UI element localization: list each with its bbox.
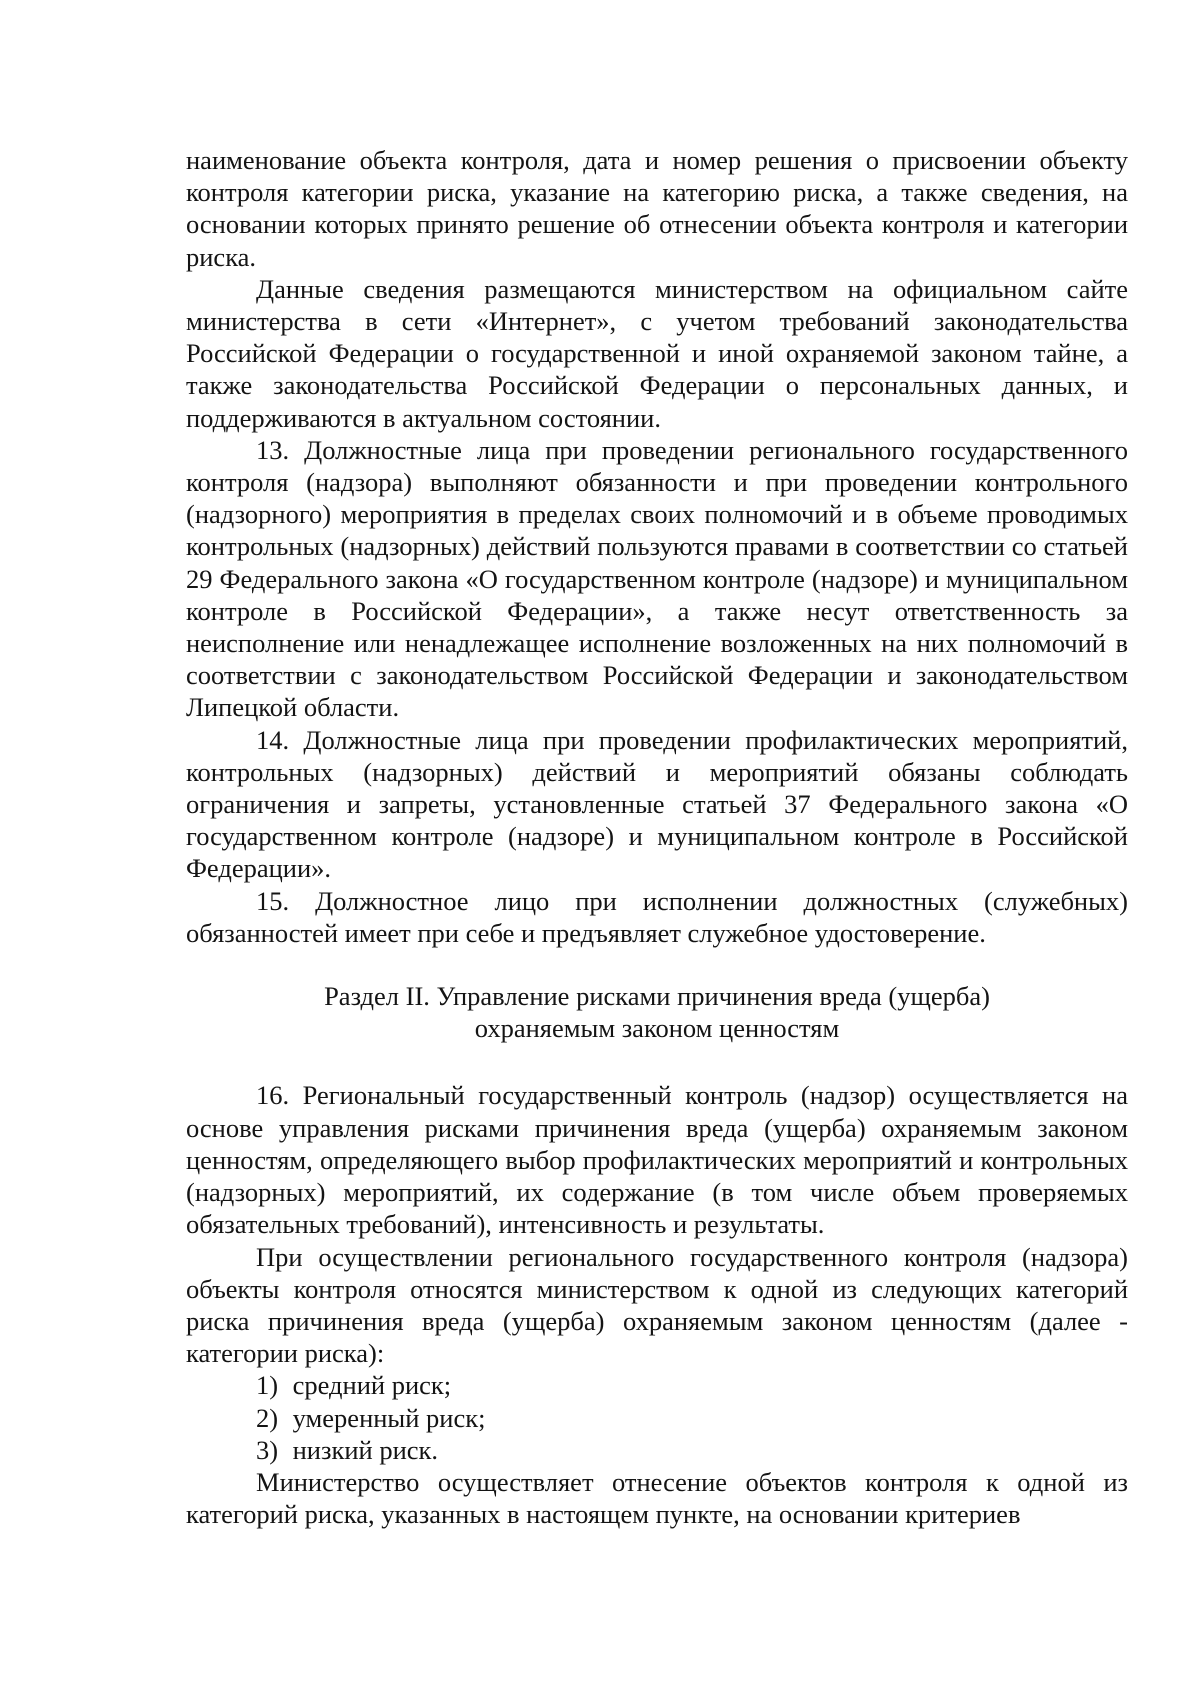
paragraph-risk-categories-intro: При осуществлении регионального государственного контроля (надзора) объекты контроля относятся министерством к одной из следующих категорий риска причинения вреда (ущерба) охраняемым законом ценностям (далее - категории риска): [186, 1241, 1128, 1369]
list-item-text: умеренный риск; [292, 1402, 486, 1433]
list-item-number: 1) [256, 1370, 279, 1401]
list-item [186, 1369, 1128, 1401]
paragraph-13-officials-rights: 13. Должностные лица при проведении регионального государственного контроля (надзора) выполняют обязанности и при проведении контрольного (надзорного) мероприятия в пределах своих полномочий и в объеме проводимых контрольных (надзорных) действий пользуются правами в соответствии со статьей 29 Федерального закона «О государственном контроле (надзоре) и муниципальном контроле в Российской Федерации», а также несут ответственность за неисполнение или ненадлежащее исполнение возложенных на них полномочий в соответствии с законодательством Российской Федерации и законодательством Липецкой области. [186, 434, 1128, 723]
list-item-text: низкий риск. [292, 1434, 439, 1465]
paragraph-publication: Данные сведения размещаются министерством на официальном сайте министерства в сети «Интернет», с учетом требований законодательства Российской Федерации о государственной и иной охраняемой законом тайне, а также законодательства Российской Федерации о персональных данных, и поддерживаются в актуальном состоянии. [186, 273, 1128, 433]
section-heading-line-1: Раздел II. Управление рисками причинения вреда (ущерба) [324, 981, 990, 1012]
section-heading [186, 980, 1128, 1044]
paragraph-ministry-assignment: Министерство осуществляет отнесение объектов контроля к одной из категорий риска, указанных в настоящем пункте, на основании критериев [186, 1466, 1128, 1530]
paragraph-object-name: наименование объекта контроля, дата и номер решения о присвоении объекту контроля категории риска, указание на категорию риска, а также сведения, на основании которых принято решение об отнесении объекта контроля и категории риска. [186, 145, 1128, 272]
paragraph-15-id-card: 15. Должностное лицо при исполнении должностных (служебных) обязанностей имеет при себе и предъявляет служебное удостоверение. [186, 885, 1128, 948]
list-item [186, 1402, 1128, 1434]
list-item-number: 3) [256, 1434, 279, 1465]
list-item-number: 2) [256, 1402, 279, 1433]
list-item-text: средний риск; [292, 1370, 452, 1401]
list-item [186, 1434, 1128, 1466]
paragraph-14-restrictions: 14. Должностные лица при проведении профилактических мероприятий, контрольных (надзорных) действий и мероприятий обязаны соблюдать ограничения и запреты, установленные статьей 37 Федерального закона «О государственном контроле (надзоре) и муниципальном контроле в Российской Федерации». [186, 724, 1128, 884]
document-body [186, 144, 1128, 1530]
paragraph-16-risk-management: 16. Региональный государственный контроль (надзор) осуществляется на основе управления рисками причинения вреда (ущерба) охраняемым законом ценностям, определяющего выбор профилактических мероприятий и контрольных (надзорных) мероприятий, их содержание (в том числе объем проверяемых обязательных требований), интенсивность и результаты. [186, 1080, 1128, 1240]
section-heading-line-2: охраняемым законом ценностям [474, 1013, 840, 1044]
